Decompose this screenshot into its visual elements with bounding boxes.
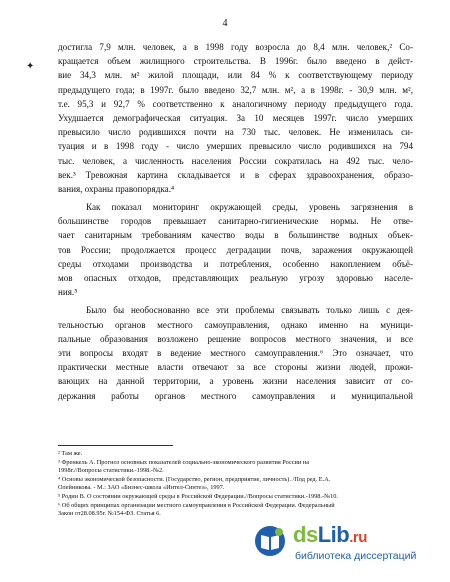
dslib-logo-icon (253, 524, 287, 558)
text-line: туация и в 1998 году - число умерших превысило число родившихся на 794 (58, 141, 413, 152)
paragraph-1 (58, 40, 413, 196)
text-line: ния.⁵ (58, 287, 78, 298)
text-line: достигла 7,9 млн. человек, а в 1998 году возросла до 8,4 млн. человек,² Со- (58, 42, 413, 52)
footnote-line: Олейникова. - М.: ЗАО «Бизнес-школа «Интел-Синтез», 1997. (58, 484, 225, 492)
text-line: предыдущего года; в 1997г. было введено 32,7 млн. м², а в 1998г. - 30,9 млн. м², (58, 84, 413, 95)
text-line: тыс. человек, а численность населения России сократилась на 492 тыс. чело- (58, 155, 413, 166)
text-line: держания работы органов местного самоуправления и муниципальной (58, 390, 413, 401)
dslib-domain-lib: Lib (317, 522, 350, 547)
paragraph-3 (58, 303, 413, 402)
text-line: Ухудшается демографическая ситуация. За 10 месяцев 1997г. число умерших (58, 112, 413, 123)
text-line: среды отходами производства и потребления, особенно накоплением объё- (58, 258, 413, 269)
dslib-watermark[interactable] (251, 520, 436, 568)
text-line: вающих на данной территории, а уровень жизни населения зависит от со- (58, 376, 413, 387)
footnote-line: ² Там же. (58, 450, 83, 457)
binding-mark-icon: ✦ (26, 61, 35, 72)
text-line: вие 34,3 млн. м² жилой площади, или 84 % к соответствующему периоду (58, 70, 413, 81)
text-line: век.³ Тревожная картина складывается и в сферах здравоохранения, образо- (58, 169, 413, 180)
text-line: тельностью органов местного самоуправления, однако именно на муници- (58, 319, 413, 330)
text-line: большинстве городов превышает санитарно-гигиенические нормы. Не отве- (58, 216, 413, 227)
footnote-line: ⁴ Основы экономической безопасности. (Государство, регион, предприятие, личность). /Под ред. Е.А. (58, 475, 331, 483)
footnote-line: ⁵ Родин В. О состоянии окружающей среды в Российской Федерации.//Вопросы статистики.-1998.-№10. (58, 492, 338, 500)
text-line: кращается объем жилищного строительства. В 1996г. было введено в дейст- (58, 56, 413, 67)
footnote-line: Закон от28.08.95г. №154-ФЗ. Статья 6. (58, 510, 161, 518)
text-line: вания, охраны правопорядка.⁴ (58, 183, 175, 194)
footnotes (58, 450, 378, 519)
text-line: т.е. 95,3 и 92,7 % соответственно к аналогичному периоду предыдущего года. (58, 98, 413, 109)
text-line: тов России; продолжается процесс деградации почв, заражения окружающей (58, 244, 413, 255)
dslib-tagline: библиотека диссертаций (295, 550, 417, 562)
text-line: превысило число родившихся почти на 730 тыс. человек. Не изменилась си- (58, 127, 413, 138)
paragraph-2 (58, 200, 413, 299)
footnote-line: 1998г.//Вопросы статистики.-1998.-№2. (58, 467, 164, 475)
text-line: Как показал мониторинг окружающей среды, уровень загрязнения в (86, 202, 413, 213)
text-line: практически местные власти отвечают за все стороны жизни людей, прожи- (58, 362, 413, 373)
body-text (58, 40, 413, 403)
text-line: мов опасных отходов, представляющих реальную угрозу здоровью населе- (58, 273, 413, 283)
text-line: чает санитарным требованиям качество воды в большинстве водных объек- (58, 230, 413, 241)
text-line: эти вопросы входят в ведение местного самоуправления.⁶ Это означает, что (58, 347, 413, 358)
dslib-domain (293, 522, 367, 548)
text-line: пальные образования возложено решение вопросов местного значения, и все (58, 333, 413, 344)
page-number: 4 (222, 18, 228, 29)
dslib-domain-ru: .ru (349, 529, 367, 546)
footnote-divider (58, 445, 173, 446)
dslib-domain-ds: ds (293, 522, 318, 547)
text-line: Было бы необоснованно все эти проблемы связывать только лишь с дея- (86, 305, 413, 316)
footnote-line: ³ Френкель А. Прогноз основных показателей социально-экономического развития России на (58, 458, 310, 466)
footnote-line: ⁶ Об общих принципах организации местного самоуправления в Российской Федерации. Федеральный (58, 501, 335, 509)
